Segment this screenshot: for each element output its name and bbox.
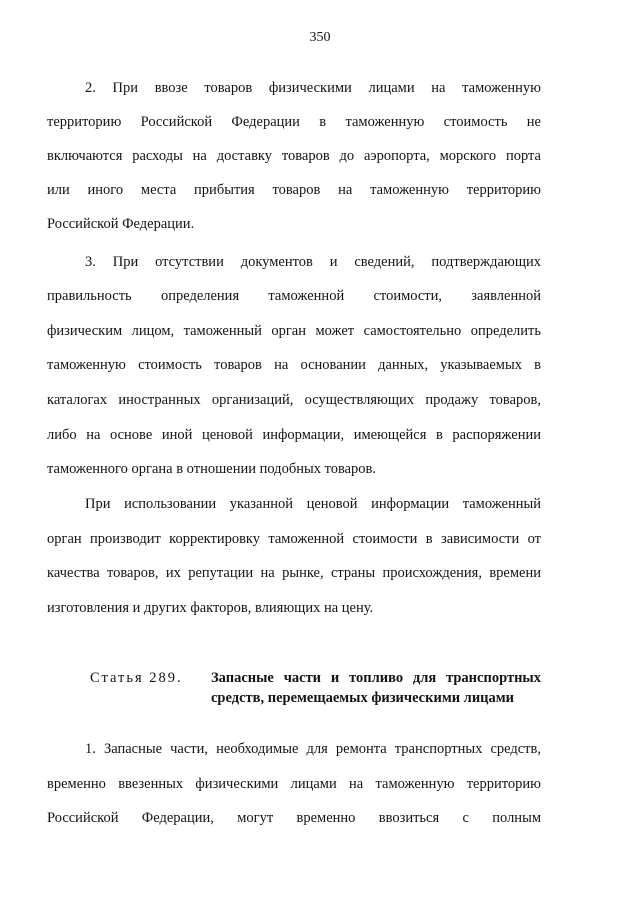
article-title-line: средств, перемещаемых физическими лицами [211, 690, 515, 706]
paragraph-line: 1. Запасные части, необходимые для ремонта транспортных средств, [85, 741, 541, 757]
paragraph-line: физическим лицом, таможенный орган может самостоятельно определить [47, 323, 541, 339]
page-number: 350 [309, 30, 331, 45]
paragraph-line: орган производит корректировку таможенной стоимости в зависимости от [47, 531, 541, 547]
paragraph-line: территорию Российской Федерации в таможенную стоимость не [47, 114, 541, 130]
paragraph-line: таможенную стоимость товаров на основании данных, указываемых в [47, 357, 541, 373]
paragraph-line: таможенного органа в отношении подобных товаров. [47, 461, 377, 477]
paragraph-line: 2. При ввозе товаров физическими лицами на таможенную [85, 80, 541, 96]
paragraph-line: каталогах иностранных организаций, осуществляющих продажу товаров, [47, 392, 541, 408]
paragraph-line: изготовления и других факторов, влияющих на цену. [47, 600, 374, 616]
paragraph-line: 3. При отсутствии документов и сведений, подтверждающих [85, 254, 541, 270]
paragraph-line: временно ввезенных физическими лицами на таможенную территорию [47, 776, 541, 792]
paragraph-line: Российской Федерации. [47, 216, 195, 232]
paragraph-line: включаются расходы на доставку товаров до аэропорта, морского порта [47, 148, 541, 164]
paragraph-line: правильность определения таможенной стоимости, заявленной [47, 288, 541, 304]
paragraph-line: При использовании указанной ценовой информации таможенный [85, 496, 541, 512]
article-label: Статья 289. [90, 670, 183, 686]
paragraph-line: Российской Федерации, могут временно ввозиться с полным [47, 810, 541, 826]
article-title-line: Запасные части и топливо для транспортных [211, 670, 541, 686]
paragraph-line: либо на основе иной ценовой информации, имеющейся в распоряжении [47, 427, 541, 443]
paragraph-line: или иного места прибытия товаров на таможенную территорию [47, 182, 541, 198]
paragraph-line: качества товаров, их репутации на рынке, страны происхождения, времени [47, 565, 541, 581]
